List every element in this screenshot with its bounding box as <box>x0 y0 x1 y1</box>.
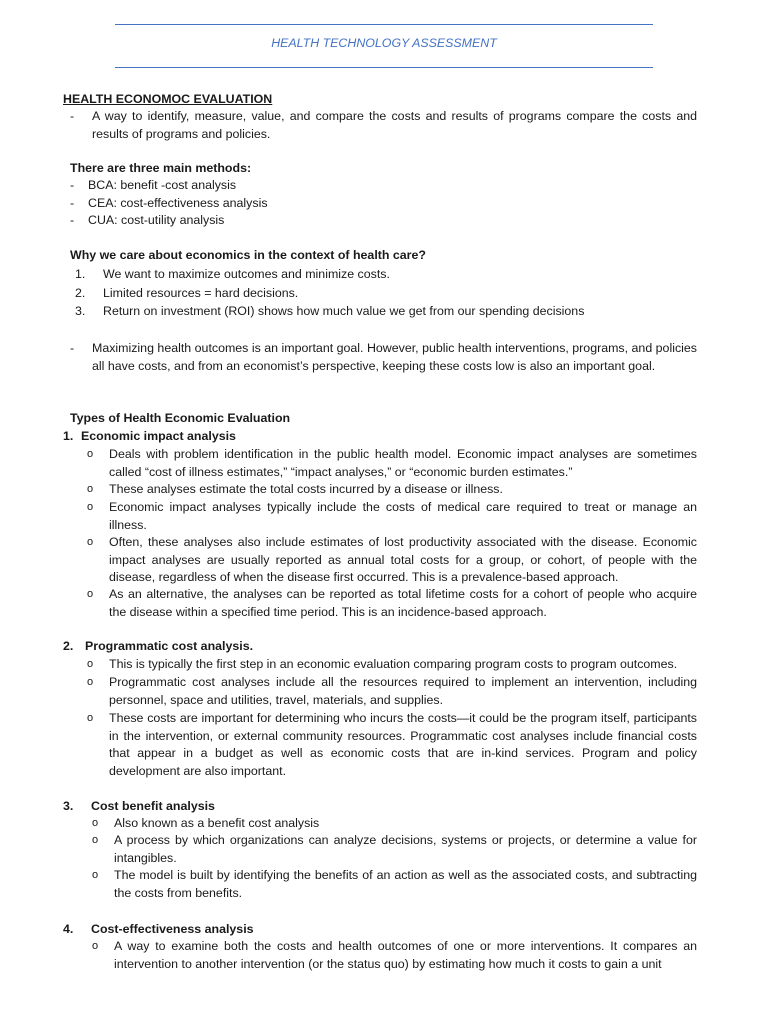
circle-bullet: o <box>92 869 99 881</box>
circle-bullet: o <box>87 712 94 724</box>
s2-number: 2. <box>63 639 74 653</box>
dash-marker: - <box>70 341 75 355</box>
s3-item: Also known as a benefit cost analysis <box>114 816 320 830</box>
header-title: HEALTH TECHNOLOGY ASSESSMENT <box>271 36 497 50</box>
methods-heading: There are three main methods: <box>70 161 252 175</box>
s4-title: Cost-effectiveness analysis <box>91 922 254 936</box>
dash-marker: - <box>70 109 75 123</box>
s3-item: The model is built by identifying the benefits of an action as well as the associated costs, and subtracting the costs from benefits. <box>114 868 697 900</box>
why-item: Limited resources = hard decisions. <box>103 286 299 300</box>
number-marker: 3. <box>75 304 86 318</box>
s2-item: These costs are important for determining who incurs the costs—it could be the program itself, participants in the intervention, or external community resources. Programmatic cost analyses include financial costs that appear in a budget as well as economic costs that are in-kind services. Program and policy development are also important. <box>109 711 697 778</box>
s3-number: 3. <box>63 799 74 813</box>
s1-number: 1. <box>63 429 74 443</box>
circle-bullet: o <box>87 536 94 548</box>
s4-item: A way to examine both the costs and health outcomes of one or more interventions. It compares an intervention to another intervention (or the status quo) by estimating how much it costs to gain a unit <box>114 939 697 971</box>
s1-item: These analyses estimate the total costs incurred by a disease or illness. <box>109 482 503 496</box>
method-item: BCA: benefit -cost analysis <box>88 178 237 192</box>
s1-item: Economic impact analyses typically include the costs of medical care required to treat or manage an illness. <box>109 500 697 532</box>
circle-bullet: o <box>92 940 99 952</box>
s3-title: Cost benefit analysis <box>91 799 215 813</box>
s2-item: This is typically the first step in an economic evaluation comparing program costs to program outcomes. <box>109 657 678 671</box>
dash-marker: - <box>70 213 75 227</box>
circle-bullet: o <box>87 501 94 513</box>
method-item: CEA: cost-effectiveness analysis <box>88 196 268 210</box>
circle-bullet: o <box>87 658 94 670</box>
hee-heading: HEALTH ECONOMOC EVALUATION <box>63 92 273 106</box>
s2-item: Programmatic cost analyses include all the resources required to implement an intervention, including personnel, space and utilities, travel, materials, and supplies. <box>109 675 697 707</box>
circle-bullet: o <box>92 817 99 829</box>
s3-item: A process by which organizations can analyze decisions, systems or projects, or determine a value for intangibles. <box>114 833 697 865</box>
why-item: We want to maximize outcomes and minimize costs. <box>103 267 390 281</box>
number-marker: 2. <box>75 286 86 300</box>
why-heading: Why we care about economics in the context of health care? <box>70 248 426 262</box>
why-note: Maximizing health outcomes is an important goal. However, public health interventions, programs, and policies all have costs, and from an economist’s perspective, keeping these costs low is also an important goal. <box>92 341 697 373</box>
s4-number: 4. <box>63 922 74 936</box>
circle-bullet: o <box>87 448 94 460</box>
header-rule-bottom <box>115 67 653 68</box>
s1-item: Often, these analyses also include estimates of lost productivity associated with the disease. Economic impact analyses are usually reported as annual total costs for a group, or cohort, of people with the disease, regardless of when the disease first occurred. This is a prevalence-based approach. <box>109 535 697 584</box>
header-rule-top <box>115 24 653 25</box>
number-marker: 1. <box>75 267 86 281</box>
s1-item: As an alternative, the analyses can be reported as total lifetime costs for a cohort of people who acquire the disease within a specified time period. This is an incidence-based approach. <box>109 587 697 619</box>
why-item: Return on investment (ROI) shows how much value we get from our spending decisions <box>103 304 585 318</box>
circle-bullet: o <box>87 588 94 600</box>
circle-bullet: o <box>92 834 99 846</box>
s1-item: Deals with problem identification in the public health model. Economic impact analyses are sometimes called “cost of illness estimates,” “impact analyses,” or “economic burden estimates.” <box>109 447 697 479</box>
s1-title: Economic impact analysis <box>81 429 236 443</box>
circle-bullet: o <box>87 676 94 688</box>
types-heading: Types of Health Economic Evaluation <box>70 411 291 425</box>
dash-marker: - <box>70 178 75 192</box>
hee-definition: A way to identify, measure, value, and compare the costs and results of programs compare the costs and results of programs and policies. <box>92 109 697 141</box>
s2-title: Programmatic cost analysis. <box>85 639 254 653</box>
dash-marker: - <box>70 196 75 210</box>
circle-bullet: o <box>87 483 94 495</box>
method-item: CUA: cost-utility analysis <box>88 213 225 227</box>
